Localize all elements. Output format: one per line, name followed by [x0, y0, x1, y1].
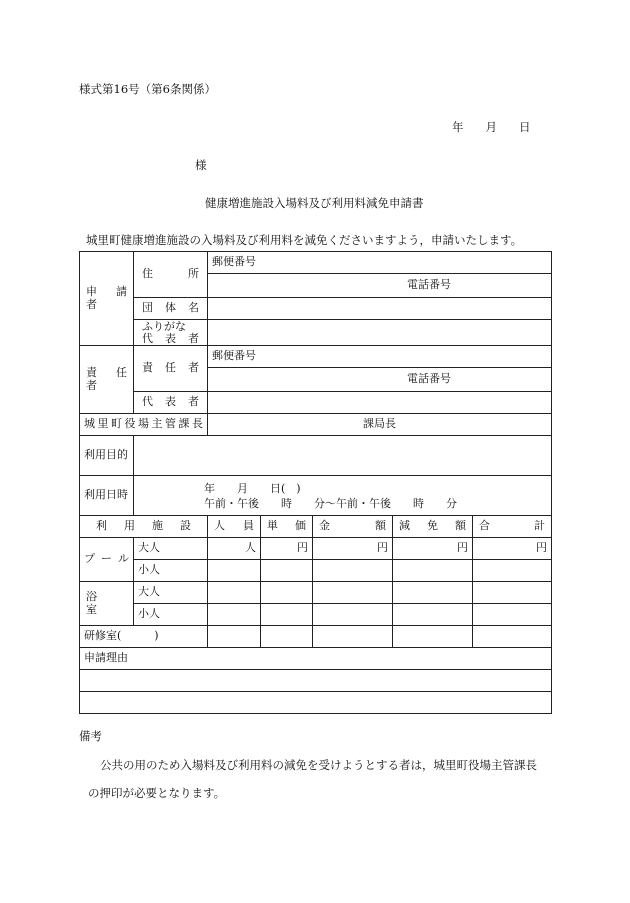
pool-adult-reduction[interactable] — [393, 538, 473, 560]
responsible-person-label: 責 任 者 — [134, 346, 208, 392]
pool-child-amount[interactable] — [313, 560, 393, 582]
phone-label-2: 電話番号 — [407, 372, 452, 386]
bath-child-total[interactable] — [473, 604, 552, 626]
unit-yen: 円 — [297, 541, 308, 555]
purpose-label: 利用目的 — [80, 436, 134, 476]
dept-head-label: 城里町役場主管課長 — [80, 414, 208, 436]
unit-yen: 円 — [536, 541, 548, 555]
pool-child-total[interactable] — [473, 560, 552, 582]
group-name-field[interactable] — [208, 298, 552, 320]
form-number: 様式第16号（第6条関係） — [79, 82, 216, 96]
reduction-header: 減 免 額 — [393, 516, 473, 538]
reason-line-1[interactable] — [80, 670, 552, 692]
bath-adult-people[interactable] — [208, 582, 261, 604]
unit-person: 人 — [245, 541, 256, 555]
datetime-line-1: 年 月 日( ) — [204, 481, 301, 495]
bath-child-amount[interactable] — [313, 604, 393, 626]
reason-label: 申請理由 — [84, 651, 128, 665]
responsible-label: 責 任 者 — [80, 346, 134, 414]
training-amount[interactable] — [313, 626, 393, 648]
reason-line-2[interactable] — [80, 692, 552, 714]
bath-child-unit-price[interactable] — [261, 604, 313, 626]
pool-child-people[interactable] — [208, 560, 261, 582]
date-day: 日 — [519, 120, 531, 134]
intro-text: 城里町健康増進施設の入場料及び利用料を減免くださいますよう，申請いたします。 — [86, 233, 523, 247]
responsible-rep-label: 代 表 者 — [134, 392, 208, 414]
bath-adult-amount[interactable] — [313, 582, 393, 604]
addressee-suffix: 様 — [195, 158, 207, 172]
bath-child-label: 小人 — [134, 604, 208, 626]
pool-adult-unit-price[interactable] — [261, 538, 313, 560]
purpose-field[interactable] — [134, 436, 552, 476]
training-total[interactable] — [473, 626, 552, 648]
pool-label: プール — [80, 538, 134, 582]
unit-yen: 円 — [377, 541, 388, 555]
document-title: 健康増進施設入場料及び利用料減免申請書 — [205, 196, 424, 210]
furigana-label: ふりがな — [142, 319, 186, 333]
address-label: 住 所 — [134, 252, 208, 298]
applicant-phone-field[interactable] — [208, 274, 552, 298]
bath-adult-reduction[interactable] — [393, 582, 473, 604]
applicant-postal-field[interactable] — [208, 252, 552, 274]
pool-child-unit-price[interactable] — [261, 560, 313, 582]
facility-header: 利 用 施 設 — [80, 516, 208, 538]
phone-label: 電話番号 — [407, 278, 452, 292]
postal-label-2: 郵便番号 — [212, 349, 256, 363]
people-header: 人 員 — [208, 516, 261, 538]
application-form-table — [79, 251, 552, 714]
date-line — [452, 119, 531, 135]
responsible-rep-field[interactable] — [208, 392, 552, 414]
reason-label-cell — [80, 648, 552, 670]
usage-datetime-label: 利用日時 — [80, 476, 134, 516]
datetime-line-2: 午前・午後 時 分～午前・午後 時 分 — [204, 496, 457, 510]
notes-title: 備考 — [79, 729, 102, 743]
pool-child-label: 小人 — [134, 560, 208, 582]
unit-yen: 円 — [457, 541, 468, 555]
notes-line-2: の押印が必要となります。 — [88, 786, 226, 800]
date-month: 月 — [485, 120, 497, 134]
bath-adult-total[interactable] — [473, 582, 552, 604]
notes-line-1: 公共の用のため入場料及び利用料の減免を受けようとする者は，城里町役場主管課長 — [100, 758, 537, 772]
responsible-phone-field[interactable] — [208, 368, 552, 392]
date-year: 年 — [452, 120, 464, 134]
bureau-chief-label: 課局長 — [363, 417, 397, 431]
usage-datetime-field[interactable] — [134, 476, 552, 516]
amount-header: 金 額 — [313, 516, 393, 538]
bath-child-people[interactable] — [208, 604, 261, 626]
bath-child-reduction[interactable] — [393, 604, 473, 626]
training-room-label: 研修室( ) — [80, 626, 208, 648]
total-header: 合 計 — [473, 516, 552, 538]
pool-adult-amount[interactable] — [313, 538, 393, 560]
representative-field[interactable] — [208, 320, 552, 346]
applicant-label: 申 請 者 — [80, 252, 134, 346]
training-reduction[interactable] — [393, 626, 473, 648]
bureau-chief-field[interactable] — [208, 414, 552, 436]
bath-label: 浴 室 — [80, 582, 134, 626]
training-unit-price[interactable] — [261, 626, 313, 648]
training-people[interactable] — [208, 626, 261, 648]
pool-adult-label: 大人 — [134, 538, 208, 560]
bath-adult-unit-price[interactable] — [261, 582, 313, 604]
unit-price-header: 単 価 — [261, 516, 313, 538]
group-name-label: 団 体 名 — [134, 298, 208, 320]
pool-adult-total[interactable] — [473, 538, 552, 560]
furigana-rep-label — [134, 320, 208, 346]
pool-adult-people[interactable] — [208, 538, 261, 560]
bath-adult-label: 大人 — [134, 582, 208, 604]
postal-label: 郵便番号 — [212, 255, 256, 269]
representative-label: 代 表 者 — [142, 331, 199, 345]
responsible-postal-field[interactable] — [208, 346, 552, 368]
pool-child-reduction[interactable] — [393, 560, 473, 582]
